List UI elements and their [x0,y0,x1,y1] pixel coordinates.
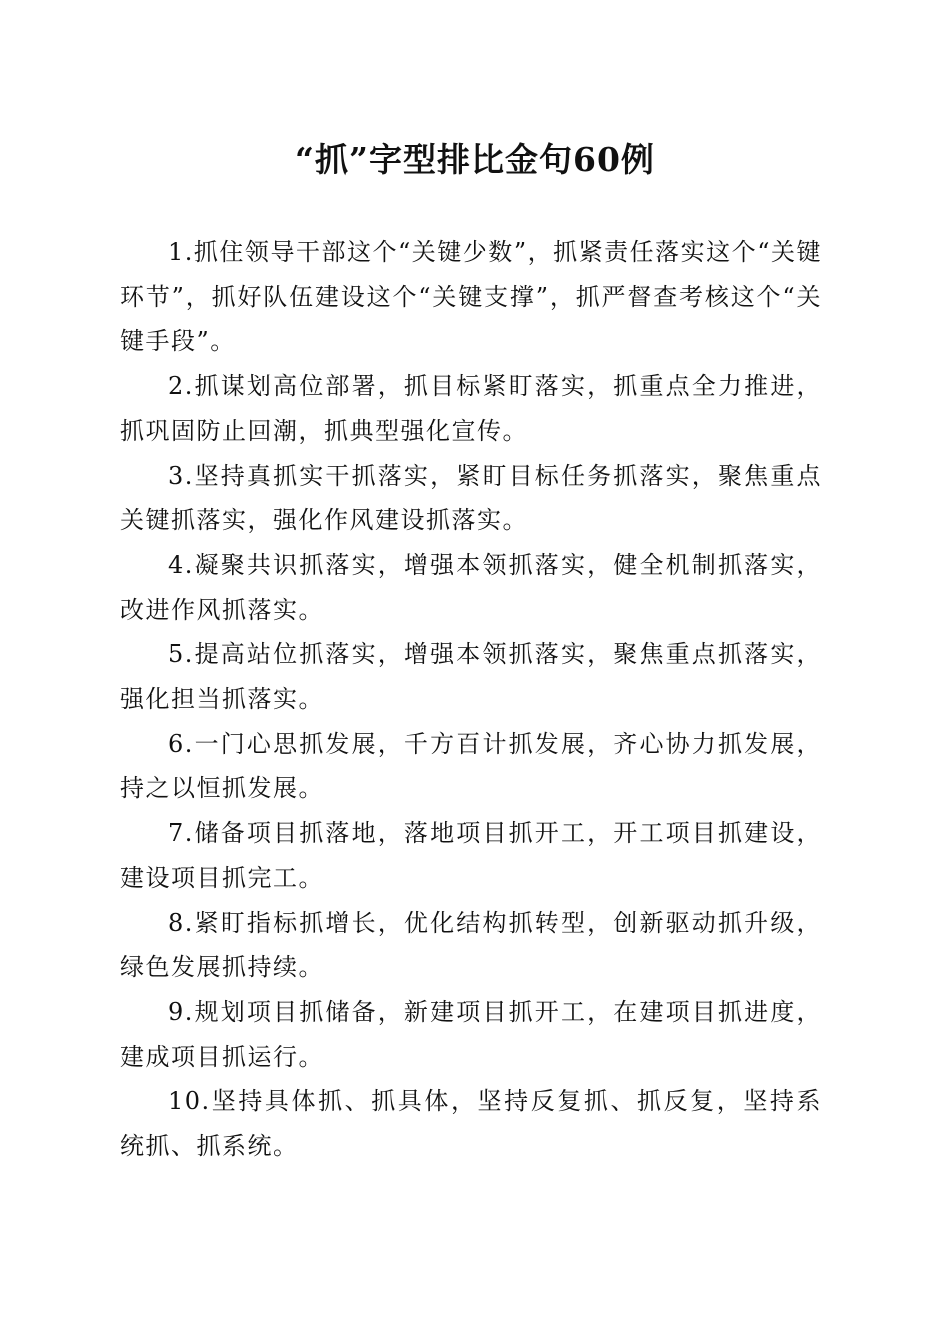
paragraph-1: 1.抓住领导干部这个“关键少数”，抓紧责任落实这个“关键环节”，抓好队伍建设这个“关键支撑”，抓严督查考核这个“关键手段”。 [120,238,822,356]
paragraph-10: 10.坚持具体抓、抓具体，坚持反复抓、抓反复，坚持系统抓、抓系统。 [120,1087,822,1161]
paragraph-3: 3.坚持真抓实干抓落实，紧盯目标任务抓落实，聚焦重点关键抓落实，强化作风建设抓落实。 [120,461,822,535]
paragraph-9: 9.规划项目抓储备，新建项目抓开工，在建项目抓进度，建成项目抓运行。 [120,997,822,1071]
paragraph-4: 4.凝聚共识抓落实，增强本领抓落实，健全机制抓落实，改进作风抓落实。 [120,550,822,624]
document-body [120,230,822,1169]
paragraph-2: 2.抓谋划高位部署，抓目标紧盯落实，抓重点全力推进，抓巩固防止回潮，抓典型强化宣传。 [120,372,822,445]
paragraph-8: 8.紧盯指标抓增长，优化结构抓转型，创新驱动抓升级，绿色发展抓持续。 [120,908,822,982]
document-title: “抓”字型排比金句60例 [295,140,655,179]
paragraph-7: 7.储备项目抓落地，落地项目抓开工，开工项目抓建设，建设项目抓完工。 [120,819,822,892]
paragraph-5: 5.提高站位抓落实，增强本领抓落实，聚焦重点抓落实，强化担当抓落实。 [120,640,822,714]
paragraph-6: 6.一门心思抓发展，千方百计抓发展，齐心协力抓发展，持之以恒抓发展。 [120,729,822,803]
